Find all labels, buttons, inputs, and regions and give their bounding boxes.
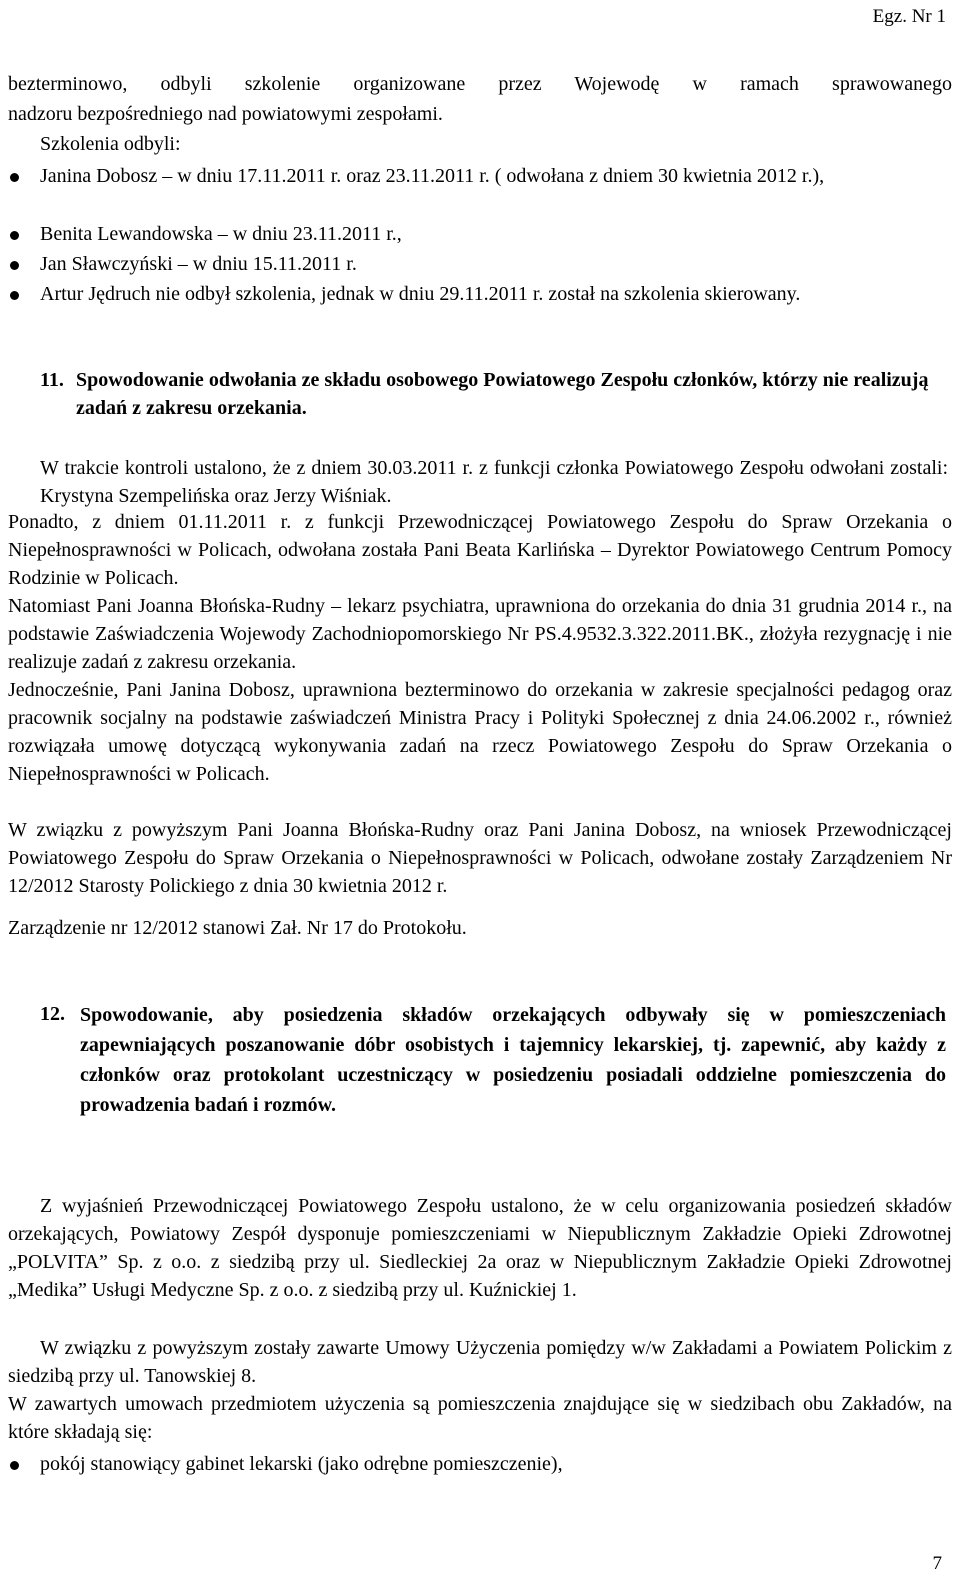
bullet-icon <box>10 261 19 270</box>
paragraph-text: W trakcie kontroli ustalono, że z dniem 30.03.2011 r. z funkcji członka Powiatowego Zespołu odwołani zostali: Krystyna Szempelińska oraz Jerzy Wiśniak. <box>40 457 948 507</box>
list-item-text: Benita Lewandowska – w dniu 23.11.2011 r., <box>40 223 402 245</box>
paragraph: Ponadto, z dniem 01.11.2011 r. z funkcji Przewodniczącej Powiatowego Zespołu do Spraw Orzekania o Niepełnosprawności w Policach, odwołana została Pani Beata Karlińska – Dyrektor Powiatowego Centrum Pomocy Rodzinie w Policach. <box>8 511 952 589</box>
bullet-icon <box>10 291 19 300</box>
list-item <box>40 250 952 278</box>
paragraph: W zawartych umowach przedmiotem użyczenia są pomieszczenia znajdujące się w siedzibach obu Zakładów, na które składają się: <box>8 1393 952 1443</box>
list-item <box>40 220 952 248</box>
bullet-icon <box>10 173 19 182</box>
paragraph: Zarządzenie nr 12/2012 stanowi Zał. Nr 17 do Protokołu. <box>8 917 467 939</box>
list-item-text: Janina Dobosz – w dniu 17.11.2011 r. oraz 23.11.2011 r. ( odwołana z dniem 30 kwietnia 2012 r.), <box>40 165 825 187</box>
list-item <box>40 1450 952 1478</box>
list-item-text: pokój stanowiący gabinet lekarski (jako odrębne pomieszczenie), <box>40 1453 563 1475</box>
bullet-icon <box>10 1461 19 1470</box>
intro-line-1: bezterminowo, odbyli szkolenie organizowane przez Wojewodę w ramach sprawowanego <box>8 73 952 95</box>
intro-line-3: Szkolenia odbyli: <box>40 133 181 155</box>
paragraph: W związku z powyższym zostały zawarte Umowy Użyczenia pomiędzy w/w Zakładami a Powiatem Polickim z siedzibą przy ul. Tanowskiej 8. <box>8 1337 952 1387</box>
paragraph: Z wyjaśnień Przewodniczącej Powiatowego Zespołu ustalono, że w celu organizowania posiedzeń składów orzekających, Powiatowy Zespół dysponuje pomieszczeniami w Niepublicznym Zakładzie Opieki Zdrowotnej „POLVITA” Sp. z o.o. z siedzibą przy ul. Siedleckiej 2a oraz w Niepublicznym Zakładzie Opieki Zdrowotnej „Medika” Usługi Medyczne Sp. z o.o. z siedzibą przy ul. Kuźnickiej 1. <box>8 1195 952 1301</box>
paragraph: Natomiast Pani Joanna Błońska-Rudny – lekarz psychiatra, uprawniona do orzekania do dnia 31 grudnia 2014 r., na podstawie Zaświadczenia Wojewody Zachodniopomorskiego Nr PS.4.9532.3.322.2011.BK., złożyła rezygnację i nie realizuje zadań z zakresu orzekania. <box>8 595 952 673</box>
paragraph <box>40 454 948 510</box>
paragraph: W związku z powyższym Pani Joanna Błońska-Rudny oraz Pani Janina Dobosz, na wniosek Przewodniczącej Powiatowego Zespołu do Spraw Orzekania o Niepełnosprawności w Policach, odwołane zostały Zarządzeniem Nr 12/2012 Starosty Polickiego z dnia 30 kwietnia 2012 r. <box>8 819 952 897</box>
section-title: Spowodowanie, aby posiedzenia składów orzekających odbywały się w pomieszczeniach zapewniających poszanowanie dóbr osobistych i tajemnicy lekarskiej, tj. zapewnić, aby każdy z członków oraz protokolant uczestniczący w posiedzeniu posiadali oddzielne pomieszczenia do prowadzenia badań i rozmów. <box>80 1004 946 1116</box>
list-item <box>40 280 952 308</box>
intro-line-2: nadzoru bezpośredniego nad powiatowymi zespołami. <box>8 103 443 125</box>
section-number: 11. <box>40 369 64 391</box>
bullet-icon <box>10 231 19 240</box>
list-item-text: Artur Jędruch nie odbył szkolenia, jednak w dniu 29.11.2011 r. został na szkolenia skierowany. <box>40 283 801 305</box>
section-number: 12. <box>40 1003 65 1025</box>
list-item-text: Jan Sławczyński – w dniu 15.11.2011 r. <box>40 253 357 275</box>
section-title: Spowodowanie odwołania ze składu osobowego Powiatowego Zespołu członków, którzy nie realizują zadań z zakresu orzekania. <box>76 369 929 419</box>
paragraph: Jednocześnie, Pani Janina Dobosz, uprawniona bezterminowo do orzekania w zakresie specjalności pedagog oraz pracownik socjalny na podstawie zaświadczeń Ministra Pracy i Polityki Społecznej z dnia 24.06.2002 r., również rozwiązała umowę dotyczącą wykonywania zadań na rzecz Powiatowego Zespołu do Spraw Orzekania o Niepełnosprawności w Policach. <box>8 679 952 785</box>
list-item <box>40 162 950 190</box>
page-number: 7 <box>932 1553 942 1574</box>
copy-number: Egz. Nr 1 <box>872 6 946 27</box>
